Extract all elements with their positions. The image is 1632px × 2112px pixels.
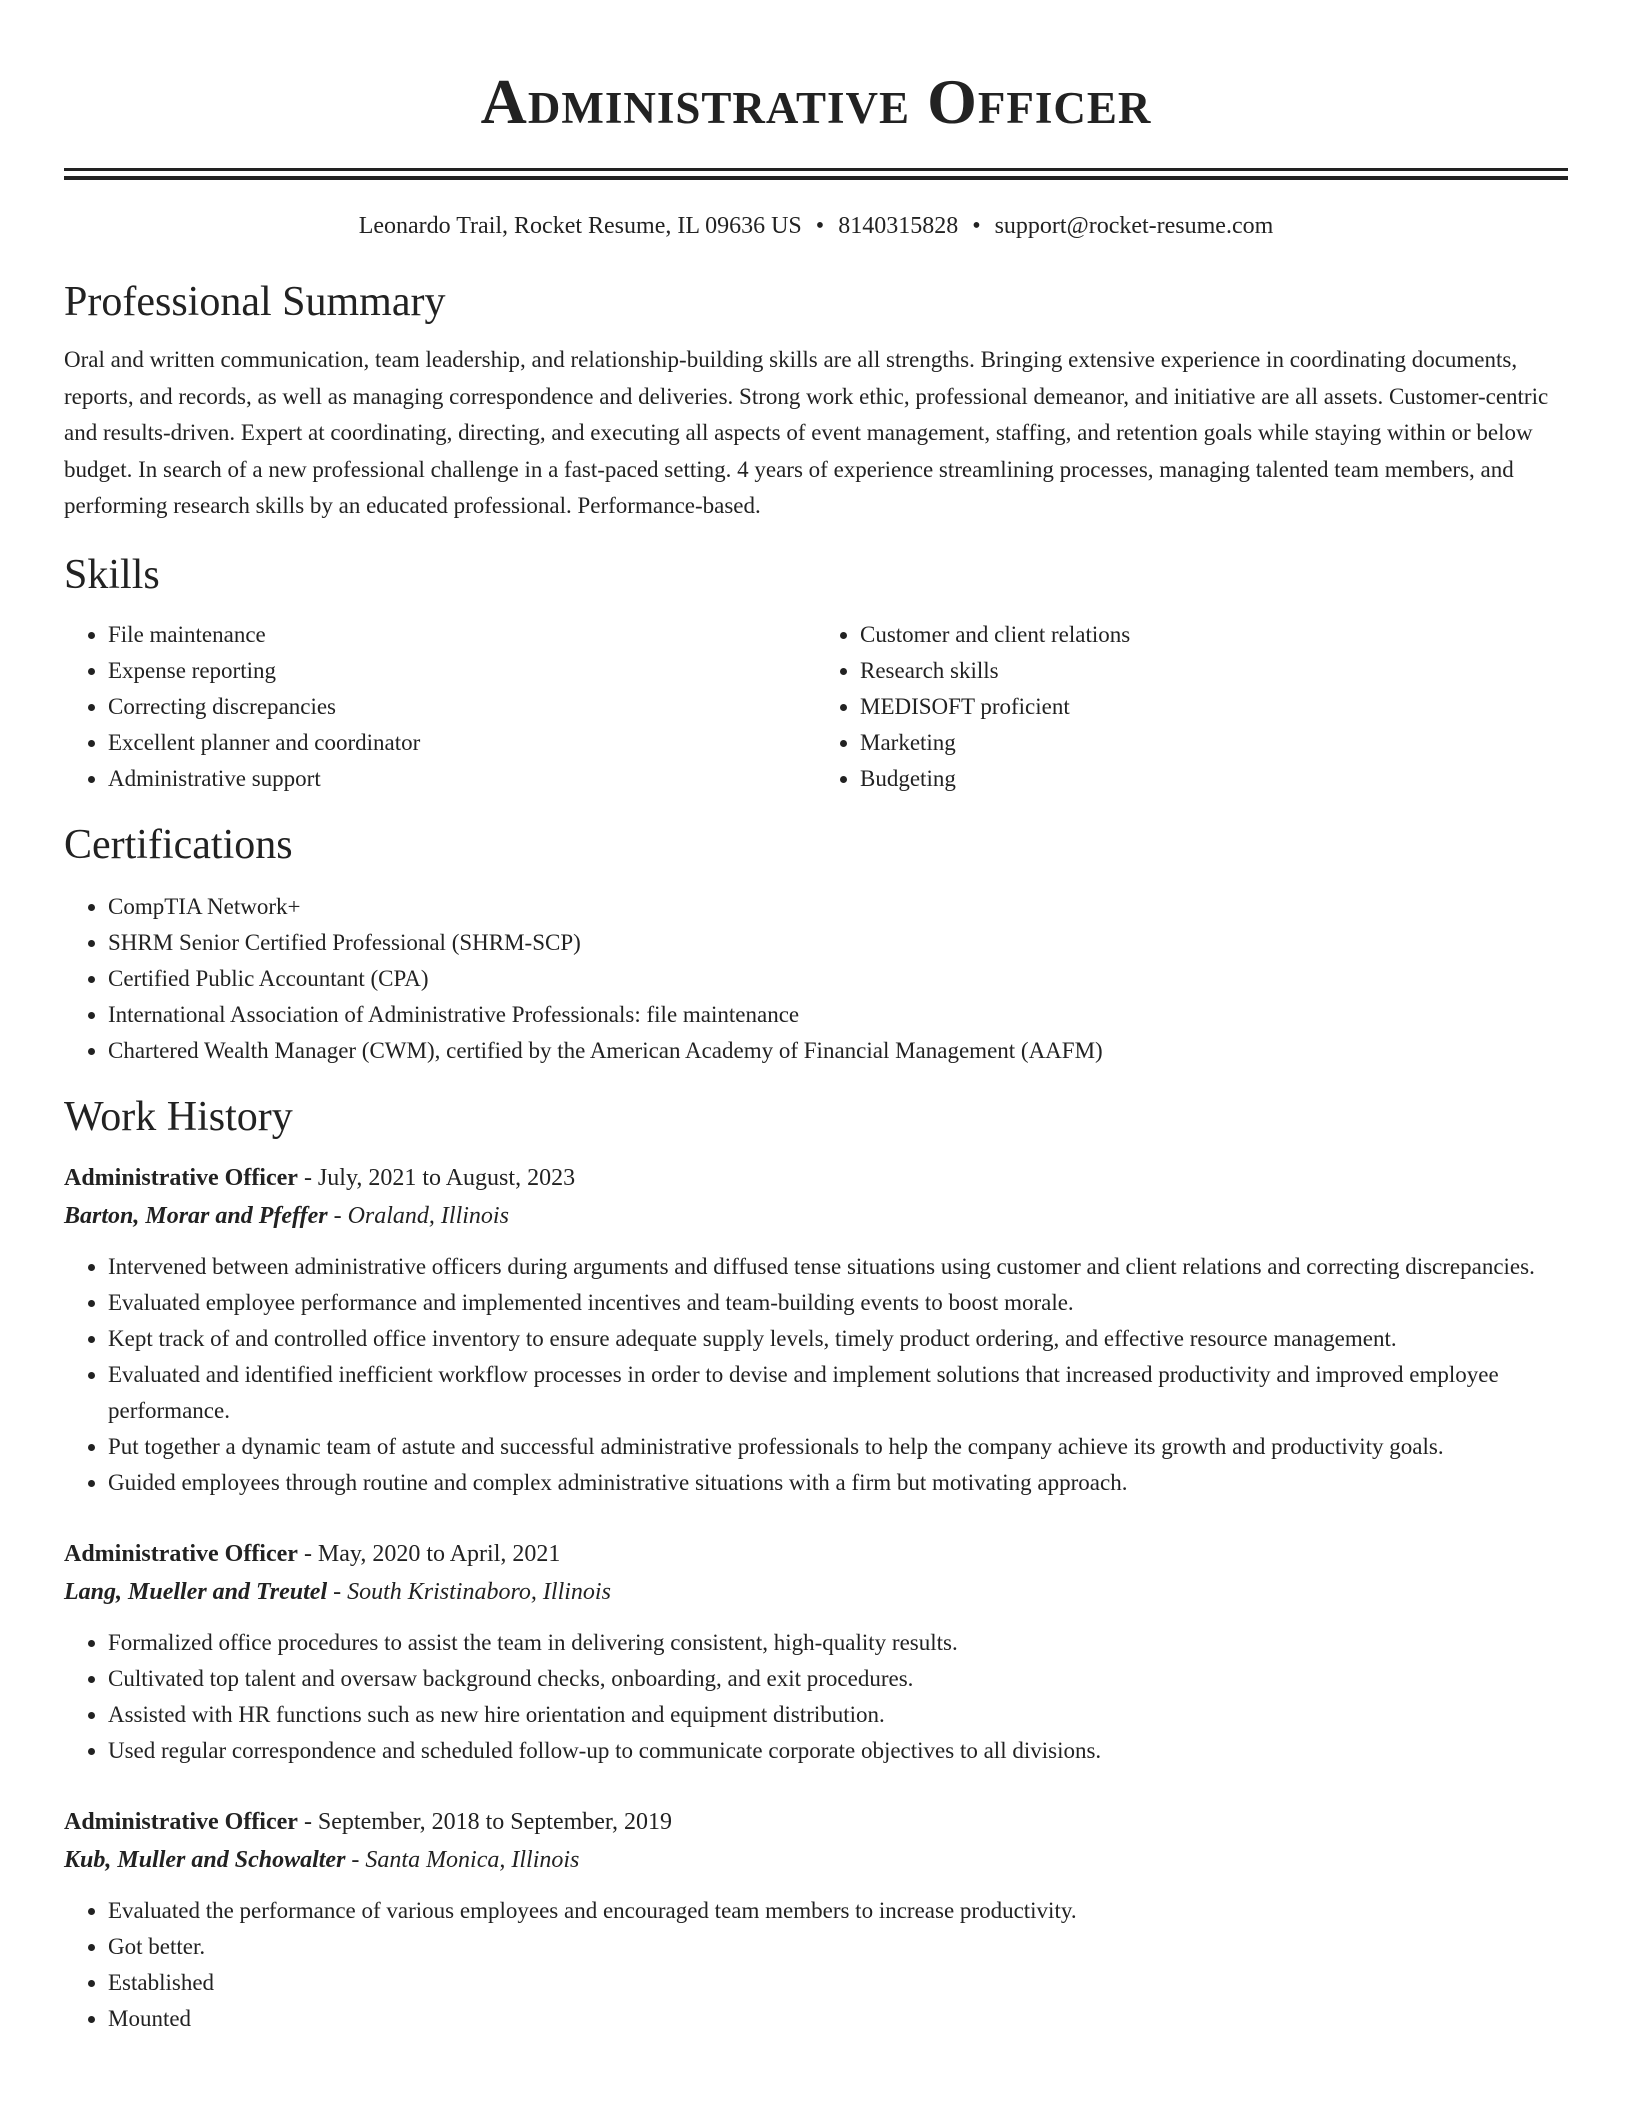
job-location: - Santa Monica, Illinois (345, 1846, 580, 1873)
job-title: Administrative Officer (64, 1808, 298, 1835)
job-dates: - May, 2020 to April, 2021 (297, 1540, 561, 1567)
job-company-line (64, 1197, 1568, 1235)
contact-phone: 8140315828 (838, 213, 959, 239)
summary-text: Oral and written communication, team leadership, and relationship-building skills are all strengths. Bringing extensive experience in coordinating documents, reports, and records, as well as managing correspondence and deliveries. Strong work ethic, professional demeanor, and initiative are all assets. Customer-centric and results-driven. Expert at coordinating, directing, and executing all aspects of event management, staffing, and retention goals while staying within or below budget. In search of a new professional challenge in a fast-paced setting. 4 years of experience streamlining processes, managing talented team members, and performing research skills by an educated professional. Performance-based. (64, 347, 1549, 518)
job-bullet: • Evaluated and identified inefficient workflow processes in order to devise and implement solutions that increased productivity and improved employee performance. (108, 1357, 1568, 1429)
job-bullet: • Guided employees through routine and complex administrative situations with a firm but motivating approach. (108, 1465, 1568, 1501)
job-company: Barton, Morar and Pfeffer (64, 1202, 328, 1229)
job-company: Lang, Mueller and Treutel (64, 1578, 328, 1605)
job-bullet: • Put together a dynamic team of astute and successful administrative professionals to help the company achieve its growth and productivity goals. (108, 1429, 1568, 1465)
skill-item: • Administrative support (108, 761, 816, 797)
resume-title: Administrative Officer (480, 66, 1152, 137)
job-location: - Oraland, Illinois (327, 1202, 509, 1229)
skill-item: • Excellent planner and coordinator (108, 725, 816, 761)
job-entry (64, 1535, 1568, 1769)
job-location: - South Kristinaboro, Illinois (327, 1578, 611, 1605)
job-bullets (64, 1249, 1568, 1501)
job-dates: - September, 2018 to September, 2019 (297, 1808, 672, 1835)
certification-item: • International Association of Administrative Professionals: file maintenance (108, 997, 1568, 1033)
contact-separator: • (972, 213, 981, 239)
skill-item: • MEDISOFT proficient (860, 689, 1568, 725)
skills-grid (64, 617, 1568, 797)
job-bullet: • Kept track of and controlled office inventory to ensure adequate supply levels, timely product ordering, and effective resource management. (108, 1321, 1568, 1357)
job-dates: - July, 2021 to August, 2023 (297, 1164, 576, 1191)
skill-item: • Customer and client relations (860, 617, 1568, 653)
job-title-line (64, 1803, 1568, 1841)
skill-item: • Expense reporting (108, 653, 816, 689)
job-bullets (64, 1625, 1568, 1769)
job-company-line (64, 1841, 1568, 1879)
certifications-list (64, 889, 1568, 1069)
job-bullet: • Evaluated the performance of various employees and encouraged team members to increase productivity. (108, 1893, 1568, 1929)
job-entry (64, 1803, 1568, 2037)
skill-item: • Research skills (860, 653, 1568, 689)
job-bullet: • Assisted with HR functions such as new hire orientation and equipment distribution. (108, 1697, 1568, 1733)
certification-item: • SHRM Senior Certified Professional (SHRM-SCP) (108, 925, 1568, 961)
job-bullet: • Mounted (108, 2001, 1568, 2037)
summary-heading: Professional Summary (64, 279, 446, 325)
contact-separator: • (815, 213, 825, 239)
job-bullet: • Intervened between administrative officers during arguments and diffused tense situations using customer and client relations and correcting discrepancies. (108, 1249, 1568, 1285)
skills-heading: Skills (64, 551, 160, 598)
job-bullets (64, 1893, 1568, 2037)
skill-item: • Marketing (860, 725, 1568, 761)
work-history-heading: Work History (64, 1093, 293, 1140)
skill-item: • Correcting discrepancies (108, 689, 816, 725)
job-title: Administrative Officer (64, 1164, 298, 1191)
contact-email: support@rocket-resume.com (994, 213, 1274, 239)
resume-page (64, 0, 1568, 2037)
skill-item: • File maintenance (108, 617, 816, 653)
job-title-line (64, 1535, 1568, 1573)
job-bullet: • Formalized office procedures to assist the team in delivering consistent, high-quality results. (108, 1625, 1568, 1661)
contact-address: Leonardo Trail, Rocket Resume, IL 09636 US (358, 213, 802, 239)
certification-item: • CompTIA Network+ (108, 889, 1568, 925)
contact-line (64, 210, 1568, 242)
certification-item: • Chartered Wealth Manager (CWM), certified by the American Academy of Financial Management (AAFM) (108, 1033, 1568, 1069)
job-entry (64, 1159, 1568, 1501)
job-bullet: • Got better. (108, 1929, 1568, 1965)
job-company: Kub, Muller and Schowalter (64, 1846, 346, 1873)
skills-list-right (816, 617, 1568, 797)
job-title: Administrative Officer (64, 1540, 298, 1567)
skill-item: • Budgeting (860, 761, 1568, 797)
job-title-line (64, 1159, 1568, 1197)
job-bullet: • Established (108, 1965, 1568, 2001)
certifications-heading: Certifications (64, 821, 293, 868)
job-company-line (64, 1573, 1568, 1611)
job-bullet: • Used regular correspondence and scheduled follow-up to communicate corporate objectives to all divisions. (108, 1733, 1568, 1769)
job-bullet: • Cultivated top talent and oversaw background checks, onboarding, and exit procedures. (108, 1661, 1568, 1697)
title-divider (64, 168, 1568, 180)
skills-list-left (64, 617, 816, 797)
job-bullet: • Evaluated employee performance and implemented incentives and team-building events to boost morale. (108, 1285, 1568, 1321)
certification-item: • Certified Public Accountant (CPA) (108, 961, 1568, 997)
